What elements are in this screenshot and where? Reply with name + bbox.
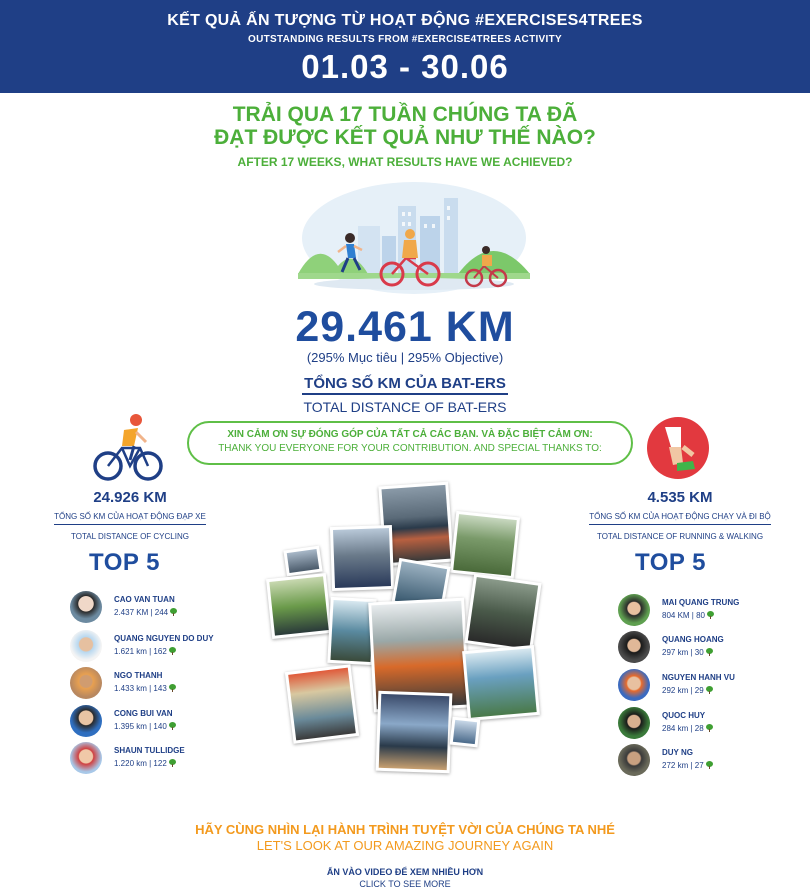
person-stat — [662, 686, 713, 695]
person-name: QUOC HUY — [662, 711, 706, 720]
tree-icon — [169, 722, 176, 730]
objective-text: (295% Mục tiêu | 295% Objective) — [306, 350, 504, 365]
person-stat — [114, 684, 176, 693]
total-label-vn-text: TỔNG SỐ KM CỦA BAT-ERS — [302, 375, 508, 395]
avatar — [618, 669, 650, 701]
running-label-vn: TỔNG SỐ KM CỦA HOẠT ĐỘNG CHẠY VÀ ĐI BỘ — [589, 512, 771, 525]
avatar — [618, 631, 650, 663]
avatar — [618, 594, 650, 626]
person-stat-text: 297 km | 30 — [662, 648, 704, 657]
avatar — [70, 630, 102, 662]
header-banner — [0, 0, 810, 93]
person-name: NGUYEN HANH VU — [662, 673, 735, 682]
person-stat — [662, 611, 714, 620]
tree-icon — [169, 647, 176, 655]
tree-icon — [169, 684, 176, 692]
avatar — [70, 591, 102, 623]
running-km: 4.535 KM — [647, 489, 713, 506]
cyclist-icon — [92, 410, 164, 482]
running-top5-title: TOP 5 — [635, 549, 706, 576]
tree-icon — [170, 608, 177, 616]
person-stat-text: 284 km | 28 — [662, 724, 704, 733]
avatar — [70, 667, 102, 699]
tree-icon — [706, 724, 713, 732]
collage-photo — [283, 546, 322, 577]
thanks-box — [187, 421, 633, 465]
collage-photo — [462, 645, 540, 721]
thanks-vn: XIN CẢM ƠN SỰ ĐÓNG GÓP CỦA TẤT CẢ CÁC BẠN. VÀ ĐẶC BIỆT CẢM ƠN: — [227, 429, 593, 440]
collage-photo — [450, 717, 481, 748]
cta-journey-vn: HÃY CÙNG NHÌN LẠI HÀNH TRÌNH TUYỆT VỜI CỦA CHÚNG TA NHÉ — [195, 822, 615, 837]
collage-photo — [376, 691, 453, 774]
running-label-en: TOTAL DISTANCE OF RUNNING & WALKING — [596, 532, 764, 541]
total-label-vn — [0, 375, 810, 392]
person-stat-text: 1.433 km | 143 — [114, 684, 167, 693]
person-stat-text: 2.437 KM | 244 — [114, 608, 169, 617]
tree-icon — [706, 648, 713, 656]
person-stat — [662, 724, 713, 733]
collage-photo — [285, 664, 359, 744]
person-stat — [114, 608, 177, 617]
intro-line2-vn: ĐẠT ĐƯỢC KẾT QUẢ NHƯ THẾ NÀO? — [214, 126, 596, 149]
person-stat-text: 1.395 km | 140 — [114, 722, 167, 731]
person-name: QUANG HOANG — [662, 635, 724, 644]
cycling-summary — [10, 489, 250, 541]
photo-collage — [255, 480, 555, 780]
avatar — [618, 707, 650, 739]
header-title-en: OUTSTANDING RESULTS FROM #EXERCISE4TREES ACTIVITY — [248, 34, 562, 45]
person-stat-text: 804 KM | 80 — [662, 611, 705, 620]
tree-icon — [706, 686, 713, 694]
person-stat-text: 272 km | 27 — [662, 761, 704, 770]
person-stat — [662, 648, 713, 657]
avatar — [618, 744, 650, 776]
running-summary — [560, 489, 800, 541]
person-name: SHAUN TULLIDGE — [114, 746, 185, 755]
header-title-vn: KẾT QUẢ ẤN TƯỢNG TỪ HOẠT ĐỘNG #EXERCISES4TREES — [167, 12, 643, 29]
cta-video-vn[interactable]: ẤN VÀO VIDEO ĐỂ XEM NHIỀU HƠN — [326, 867, 484, 877]
person-name: NGO THANH — [114, 671, 163, 680]
cycling-label-en: TOTAL DISTANCE OF CYCLING — [71, 532, 189, 541]
person-name: DUY NG — [662, 748, 693, 757]
avatar — [70, 742, 102, 774]
person-stat-text: 1.220 km | 122 — [114, 759, 167, 768]
intro-line1-vn: TRẢI QUA 17 TUẦN CHÚNG TA ĐÃ — [232, 103, 578, 126]
person-stat — [114, 759, 176, 768]
person-stat-text: 292 km | 29 — [662, 686, 704, 695]
avatar — [70, 705, 102, 737]
cycling-km: 24.926 KM — [93, 489, 167, 506]
intro-line-en: AFTER 17 WEEKS, WHAT RESULTS HAVE WE ACHIEVED? — [237, 155, 573, 169]
cycling-top5-title: TOP 5 — [89, 549, 160, 576]
person-name: MAI QUANG TRUNG — [662, 598, 740, 607]
person-stat — [114, 722, 176, 731]
person-stat — [114, 647, 176, 656]
person-name: CAO VAN TUAN — [114, 595, 175, 604]
person-stat — [662, 761, 713, 770]
cycling-label-vn: TỔNG SỐ KM CỦA HOẠT ĐỘNG ĐẠP XE — [54, 512, 206, 525]
cta-journey-en: LET'S LOOK AT OUR AMAZING JOURNEY AGAIN — [256, 838, 554, 853]
total-label-en: TOTAL DISTANCE OF BAT-ERS — [303, 399, 507, 415]
city-sports-illustration — [298, 178, 530, 296]
total-km: 29.461 KM — [295, 303, 515, 351]
tree-icon — [169, 759, 176, 767]
collage-photo — [464, 574, 541, 653]
collage-photo — [266, 573, 332, 639]
collage-photo — [450, 511, 520, 579]
tree-icon — [707, 611, 714, 619]
collage-photo — [330, 525, 394, 591]
cta-video-en[interactable]: CLICK TO SEE MORE — [359, 879, 451, 889]
date-range: 01.03 - 30.06 — [301, 48, 509, 85]
tree-icon — [706, 761, 713, 769]
person-name: QUANG NGUYEN DO DUY — [114, 634, 214, 643]
runner-icon — [647, 417, 709, 479]
person-stat-text: 1.621 km | 162 — [114, 647, 167, 656]
person-name: CONG BUI VAN — [114, 709, 173, 718]
thanks-en: THANK YOU EVERYONE FOR YOUR CONTRIBUTION. AND SPECIAL THANKS TO: — [218, 443, 602, 454]
